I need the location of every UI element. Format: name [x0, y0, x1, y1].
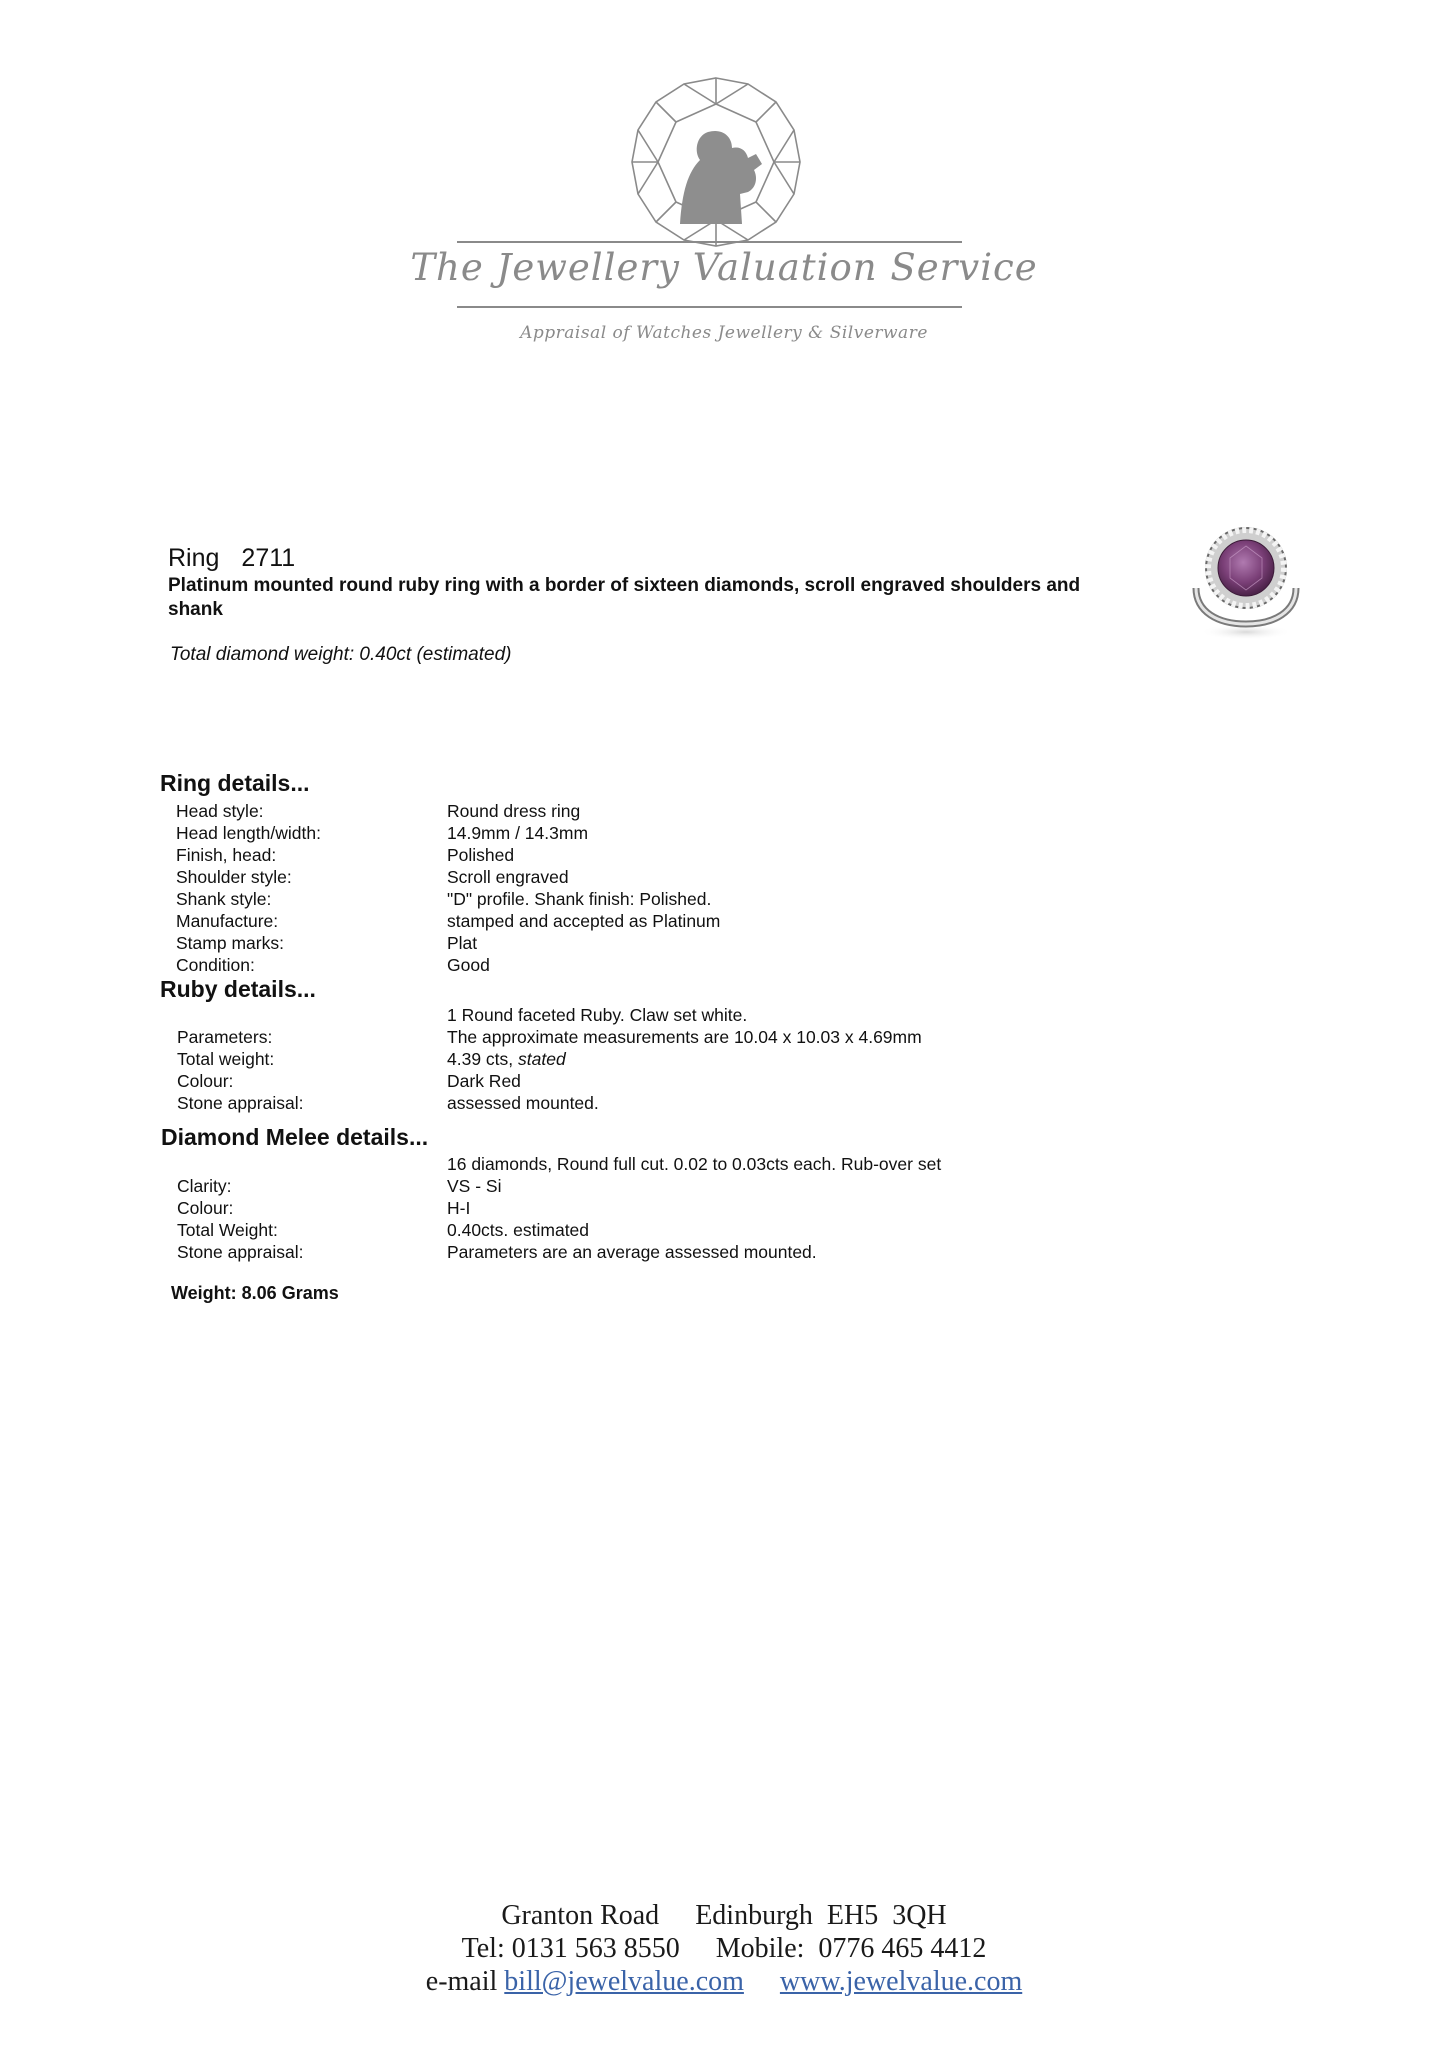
footer-city: Edinburgh [695, 1900, 813, 1931]
item-description: Platinum mounted round ruby ring with a border of sixteen diamonds, scroll engraved shoulders and shank [168, 575, 1081, 620]
ruby-ring-photo [1182, 514, 1310, 642]
ring-details-heading: Ring details... [160, 770, 310, 796]
diamond-intro: 16 diamonds, Round full cut. 0.02 to 0.03cts each. Rub-over set [447, 1154, 942, 1174]
item-type: Ring [168, 544, 220, 572]
footer-mobile: Mobile: 0776 465 4412 [715, 1933, 987, 1964]
footer-email-label: e-mail [425, 1966, 498, 1997]
brand-name: The Jewellery Valuation Service [410, 246, 1038, 289]
footer-contact [0, 1966, 1448, 1998]
item-number: 2711 [241, 544, 296, 572]
footer-tel: Tel: 0131 563 8550 [461, 1933, 680, 1964]
diamond-details-heading: Diamond Melee details... [161, 1124, 429, 1150]
ruby-intro: 1 Round faceted Ruby. Claw set white. [447, 1005, 748, 1025]
footer-phone [0, 1933, 1448, 1965]
gem-jeweller-logo-icon [628, 74, 804, 250]
footer-street: Granton Road [501, 1900, 660, 1931]
total-item-weight: Weight: 8.06 Grams [171, 1283, 339, 1303]
ruby-details-heading: Ruby details... [160, 976, 316, 1002]
brand-tagline: Appraisal of Watches Jewellery & Silverware [520, 323, 928, 343]
email-link[interactable]: bill@jewelvalue.com [504, 1966, 744, 1997]
item-title [168, 544, 317, 573]
footer-postcode: EH5 3QH [826, 1900, 947, 1931]
website-link[interactable]: www.jewelvalue.com [779, 1966, 1023, 1997]
footer-address [0, 1900, 1448, 1932]
total-diamond-weight: Total diamond weight: 0.40ct (estimated) [170, 644, 512, 665]
